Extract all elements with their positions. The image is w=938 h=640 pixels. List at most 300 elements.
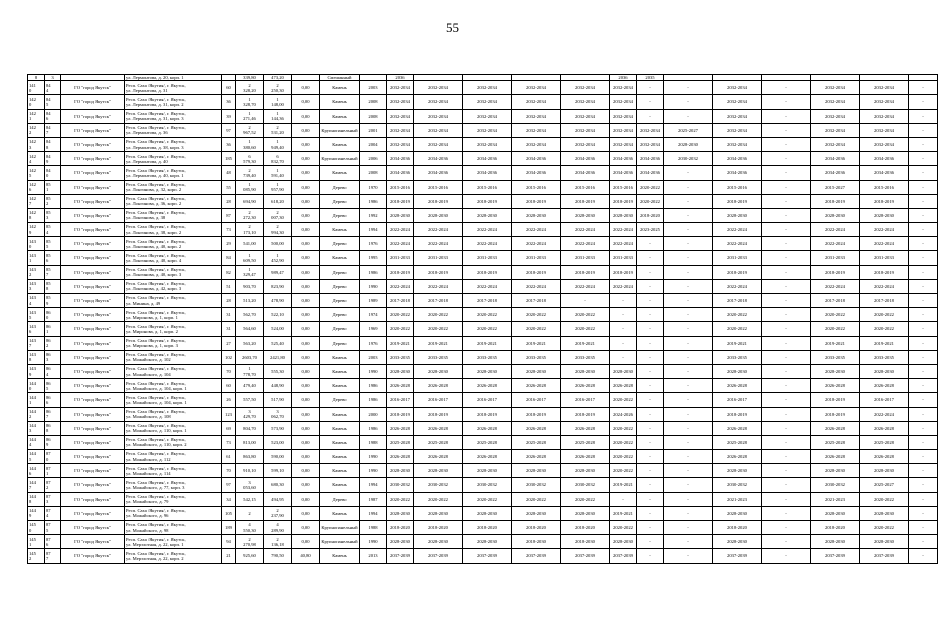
period-cell: 2022-2024 [811,279,860,293]
period-cell: - [762,549,811,563]
cell-line: 145 [29,550,36,556]
cell-line: 994,30 [271,229,284,235]
period-cell: 2028-2030 [860,506,909,520]
period-cell: - [637,350,664,364]
period-cell-alt: 2028-2030 [387,208,414,222]
period-cell: - [762,95,811,109]
cell-line: 1 [29,116,32,122]
cell-line: 1 [276,167,279,173]
cell-line: 142 [29,210,36,216]
period-cell: 2034-2036 [713,166,762,180]
period-cell: 2016-2017 [713,393,762,407]
address-cell [125,521,222,535]
year-built-cell: 2003 [360,81,387,95]
floors-cell: 102 [222,350,236,364]
cell-line: 0 [46,314,49,320]
cell-line: 145 [29,536,36,542]
cell-line: Респ. Саха /Якутия/, г. Якутск, [126,196,186,202]
period-cell: 2028-2030 [860,208,909,222]
cell-line: Респ. Саха /Якутия/, г. Якутск, [126,167,186,173]
cell-line: 1 [248,252,251,258]
period-cell-alt: 2037-2039 [387,549,414,563]
address-cell [125,336,222,350]
cell-line: 86 [46,423,51,429]
cell-line: Респ. Саха /Якутия/, г. Якутск, [126,82,186,88]
period-cell: - [664,464,713,478]
year-built-cell: 2000 [360,407,387,421]
period-cell: - [637,308,664,322]
table-cell: 339,80 [236,75,264,81]
wall-material-cell: Дерево [320,336,360,350]
cell-line: 1 [276,96,279,102]
period-cell: 2018-2019 [561,194,610,208]
house-number-cell [45,393,61,407]
municipality-cell: ГО "город Якутск" [61,137,125,151]
year-built-cell: 1986 [360,421,387,435]
period-cell: 2025-2028 [860,435,909,449]
period-cell: 2028-2030 [463,464,512,478]
cell-line: 7 [46,555,49,561]
table-row [28,152,938,166]
period-cell: 2031-2033 [512,251,561,265]
living-area-cell [264,237,292,251]
period-cell-alt: 2026-2028 [387,421,414,435]
period-cell-alt: 2032-2034 [387,123,414,137]
period-cell-alt: 2019-2021 [387,336,414,350]
cell-line: 0 [46,172,49,178]
period-cell: - [664,478,713,492]
period-cell: - [664,308,713,322]
cell-line: 144 [29,451,36,457]
period-cell: 2021-2023 [713,492,762,506]
period-cell: 2032-2034 [610,95,637,109]
page-number: 55 [446,20,459,35]
cell-line: 143 [29,337,36,343]
year-built-cell: 1994 [360,223,387,237]
cell-line: 1 [248,96,251,102]
cell-line: 517,90 [271,397,284,403]
period-cell: - [909,81,938,95]
cell-line: 9 [29,513,32,519]
municipality-cell: ГО "город Якутск" [61,265,125,279]
period-cell: 2020-2022 [610,421,637,435]
address-cell [125,208,222,222]
period-cell: - [664,279,713,293]
living-area-cell [264,506,292,520]
period-cell: 2018-2019 [713,265,762,279]
municipality-cell: ГО "город Якутск" [61,237,125,251]
wall-material-cell: Дерево [320,279,360,293]
cell-line: Респ. Саха /Якутия/, г. Якутск, [126,238,186,244]
cell-line: ул. Лонгинова, д. 42, корп. 3 [126,286,182,292]
period-cell: 2022-2024 [414,223,463,237]
address-cell [125,265,222,279]
cell-line: 542,15 [243,496,256,502]
cell-line: 87 [46,522,51,528]
cell-line: ул. Можайского, д. 96 [126,513,169,519]
floors-cell: 48 [222,166,236,180]
cell-line: 053,60 [243,485,256,491]
living-area-cell [264,478,292,492]
period-cell: - [664,492,713,506]
municipality-cell: ГО "город Якутск" [61,464,125,478]
period-cell: - [762,109,811,123]
address-cell [125,549,222,563]
table-row [28,265,938,279]
wall-material-cell: Дерево [320,308,360,322]
cell-line: 144,36 [271,116,284,122]
total-area-cell [236,237,264,251]
period-cell: 2025-2028 [811,435,860,449]
cell-line: 694,90 [243,198,256,204]
address-cell [125,407,222,421]
period-cell: 2026-2028 [811,450,860,464]
period-cell-alt: 2016-2017 [387,393,414,407]
period-cell: 2032-2034 [713,95,762,109]
municipality-cell: ГО "город Якутск" [61,407,125,421]
period-cell: 2017-2018 [860,294,909,308]
period-cell-alt: 2031-2033 [387,251,414,265]
table-row [28,95,938,109]
period-cell: 2020-2022 [512,492,561,506]
cell-line: 0 [29,385,32,391]
period-cell: 2022-2024 [512,223,561,237]
period-cell: - [909,379,938,393]
living-area-cell [264,521,292,535]
total-area-cell [236,464,264,478]
house-number-cell [45,81,61,95]
nonresidential-area-cell: 0,00 [292,223,320,237]
period-cell: 2018-2019 [512,407,561,421]
floors-cell: 105 [222,506,236,520]
period-cell: - [637,450,664,464]
period-cell: 2018-2019 [463,407,512,421]
row-number-cell [28,308,45,322]
living-area-cell [264,379,292,393]
table-row [28,506,938,520]
municipality-cell: ГО "город Якутск" [61,521,125,535]
cell-line: 3 [46,215,49,221]
cell-line: 87 [46,494,51,500]
floors-cell: 36 [222,137,236,151]
period-cell: 2018-2019 [463,265,512,279]
row-number-cell [28,208,45,222]
wall-material-cell: Дерево [320,180,360,194]
cell-line: 513,20 [243,298,256,303]
nonresidential-area-cell: 0,00 [292,123,320,137]
period-cell: 2015-2016 [713,180,762,194]
period-cell-alt: 2020-2022 [387,492,414,506]
house-number-cell [45,137,61,151]
period-cell-alt: 2032-2034 [387,109,414,123]
period-cell-alt: 2018-2019 [387,407,414,421]
wall-material-cell: Камень [320,350,360,364]
address-cell [125,421,222,435]
cell-line: 832,70 [271,158,284,164]
cell-line: ул. Мерзлотная, д. 22, корп. 1 [126,541,184,547]
period-cell: 2020-2022 [860,521,909,535]
period-cell: 2020-2022 [811,322,860,336]
cell-line: 144 [29,494,36,500]
period-cell: 2034-2036 [463,152,512,166]
period-cell: 2034-2036 [637,152,664,166]
cell-line: 1 [248,366,251,372]
house-number-cell [45,166,61,180]
cell-line: 4 [29,300,32,306]
period-cell: 2034-2036 [414,152,463,166]
period-cell: 2033-2035 [860,350,909,364]
table-row [28,407,938,421]
row-number-cell [28,166,45,180]
period-cell: - [762,237,811,251]
row-number-cell [28,237,45,251]
period-cell: 2028-2030 [811,208,860,222]
living-area-cell [264,109,292,123]
living-area-cell [264,450,292,464]
nonresidential-area-cell: 0,00 [292,364,320,378]
table-row [28,492,938,506]
period-cell: 2032-2034 [610,137,637,151]
period-cell: 2018-2020 [512,521,561,535]
period-cell: 2030-2032 [561,478,610,492]
period-cell: 2034-2036 [811,152,860,166]
period-cell: 2028-2030 [811,464,860,478]
floors-cell: 28 [222,294,236,308]
period-cell: - [610,294,637,308]
total-area-cell [236,393,264,407]
period-cell: - [637,322,664,336]
cell-line: 85 [46,281,51,287]
row-number-cell [28,478,45,492]
year-built-cell: 2003 [360,350,387,364]
cell-line: 8 [29,357,32,363]
cell-line: Респ. Саха /Якутия/, г. Якутск, [126,465,186,471]
period-cell: 2034-2036 [811,166,860,180]
period-cell: 2019-2021 [811,336,860,350]
period-cell: 2026-2028 [860,421,909,435]
total-area-cell [236,336,264,350]
total-area-cell [236,364,264,378]
period-cell: 2032-2034 [512,123,561,137]
table-cell: 2035 [637,75,664,81]
table-row [28,237,938,251]
address-cell [125,350,222,364]
table-row [28,194,938,208]
cell-line: 2 [276,536,279,542]
cell-line: Респ. Саха /Якутия/, г. Якутск, [126,323,186,329]
cell-line: 86 [46,437,51,443]
period-cell: - [909,265,938,279]
cell-line: 1 [46,470,49,476]
cell-line: 2603,70 [242,354,257,360]
cell-line: Респ. Саха /Якутия/, г. Якутск, [126,366,186,372]
period-cell: 2022-2024 [610,223,637,237]
period-cell: 2032-2034 [463,123,512,137]
period-cell: 2019-2021 [610,506,637,520]
cell-line: ул. Можайского, д. 110, корп. 1 [126,428,187,434]
period-cell: 2018-2019 [811,393,860,407]
cell-line: 591,40 [271,172,284,178]
floors-cell: 97 [222,123,236,137]
wall-material-cell: Камень [320,109,360,123]
period-cell: - [637,379,664,393]
living-area-cell [264,350,292,364]
living-area-cell [264,364,292,378]
cell-line: 2 [276,224,279,230]
period-cell: - [637,81,664,95]
living-area-cell [264,535,292,549]
period-cell: - [664,393,713,407]
period-cell: 2037-2039 [860,549,909,563]
housing-register-table [27,74,938,564]
address-cell [125,137,222,151]
total-area-cell [236,322,264,336]
total-area-cell [236,166,264,180]
cell-line: 142 [29,125,36,131]
house-number-cell [45,123,61,137]
table-row [28,549,938,563]
period-cell: 2018-2019 [561,265,610,279]
cell-line: 531,20 [271,130,284,136]
period-cell: 2018-2019 [414,194,463,208]
table-row [28,421,938,435]
row-number-cell [28,549,45,563]
period-cell: - [610,350,637,364]
row-number-cell [28,137,45,151]
row-number-cell [28,464,45,478]
cell-line: 823,90 [271,283,284,289]
cell-line: 142 [29,96,36,102]
nonresidential-area-cell: 0,00 [292,81,320,95]
period-cell: 2022-2024 [860,237,909,251]
wall-material-cell: Камень [320,379,360,393]
cell-line: 3 [29,286,32,292]
year-built-cell: 2008 [360,166,387,180]
period-cell: - [664,81,713,95]
year-built-cell: 1990 [360,535,387,549]
cell-line: 86 [46,394,51,400]
municipality-cell: ГО "город Якутск" [61,364,125,378]
period-cell: 2020-2022 [637,194,664,208]
cell-line: 87 [46,536,51,542]
period-cell: 2028-2030 [860,464,909,478]
year-built-cell: 1986 [360,393,387,407]
period-cell: - [637,95,664,109]
period-cell: - [664,521,713,535]
period-cell: 2034-2036 [610,152,637,166]
period-cell: 2032-2034 [561,109,610,123]
cell-line: 84 [46,167,51,173]
cell-line: 143 [29,252,36,258]
row-number-cell [28,81,45,95]
year-built-cell: 1986 [360,265,387,279]
period-cell: 2026-2028 [811,379,860,393]
cell-line: 6 [276,153,279,159]
wall-material-cell: Камень [320,166,360,180]
cell-line: 4 [46,87,49,93]
wall-material-cell: Дерево [320,393,360,407]
cell-line: 250,30 [271,87,284,93]
period-cell: 2033-2035 [811,350,860,364]
nonresidential-area-cell: 0,00 [292,450,320,464]
year-built-cell: 1976 [360,336,387,350]
house-number-cell [45,492,61,506]
period-cell: 2019-2021 [610,478,637,492]
period-cell: - [762,251,811,265]
cell-line: 8 [29,499,32,505]
cell-line: 143 [29,295,36,301]
period-cell: 2032-2034 [512,109,561,123]
cell-line: 0 [29,87,32,93]
period-cell: 2034-2036 [637,166,664,180]
period-cell: 2028-2030 [860,364,909,378]
period-cell: 2018-2020 [463,521,512,535]
period-cell: 2037-2039 [463,549,512,563]
cell-line: 5 [46,527,49,533]
period-cell: - [762,294,811,308]
period-cell: 2015-2016 [414,180,463,194]
period-cell: - [909,95,938,109]
house-number-cell [45,478,61,492]
period-cell: 2016-2017 [414,393,463,407]
period-cell: - [637,407,664,421]
period-cell: 2020-2022 [610,464,637,478]
period-cell: 2022-2024 [713,279,762,293]
period-cell: - [664,223,713,237]
period-cell: 2025-2028 [561,435,610,449]
cell-line: ул. Лермонтова, д. 36 [126,130,168,136]
cell-line: 925,60 [243,553,256,559]
cell-line: Респ. Саха /Якутия/, г. Якутск, [126,295,186,301]
period-cell: 2028-2030 [512,506,561,520]
cell-line: Респ. Саха /Якутия/, г. Якутск, [126,96,186,102]
municipality-cell: ГО "город Якутск" [61,279,125,293]
row-number-cell [28,535,45,549]
wall-material-cell: Камень [320,81,360,95]
nonresidential-area-cell: 0,00 [292,322,320,336]
table-row [28,279,938,293]
period-cell: - [909,194,938,208]
period-cell: - [762,521,811,535]
period-cell: 2020-2022 [811,308,860,322]
address-cell [125,379,222,393]
cell-line: 8 [46,286,49,292]
row-number-cell [28,435,45,449]
cell-line: ул. Лонгинова, д. 40, корп. 3 [126,272,182,278]
period-cell: - [909,166,938,180]
period-cell: - [909,294,938,308]
period-cell: 2032-2034 [811,95,860,109]
cell-line: 1 [29,399,32,405]
cell-line: 3 [29,144,32,150]
period-cell: - [909,535,938,549]
period-cell: 2033-2035 [713,350,762,364]
period-cell: - [637,421,664,435]
cell-line: 523,00 [271,439,284,445]
cell-line: Респ. Саха /Якутия/, г. Якутск, [126,281,186,287]
period-cell: 2018-2019 [414,407,463,421]
period-cell: - [637,464,664,478]
period-cell: 2034-2036 [610,166,637,180]
period-cell: 2017-2018 [713,294,762,308]
municipality-cell: ГО "город Якутск" [61,506,125,520]
house-number-cell [45,237,61,251]
year-built-cell: 1994 [360,506,387,520]
period-cell: - [762,478,811,492]
period-cell: 2028-2030 [512,464,561,478]
row-number-cell [28,322,45,336]
period-cell: - [637,506,664,520]
